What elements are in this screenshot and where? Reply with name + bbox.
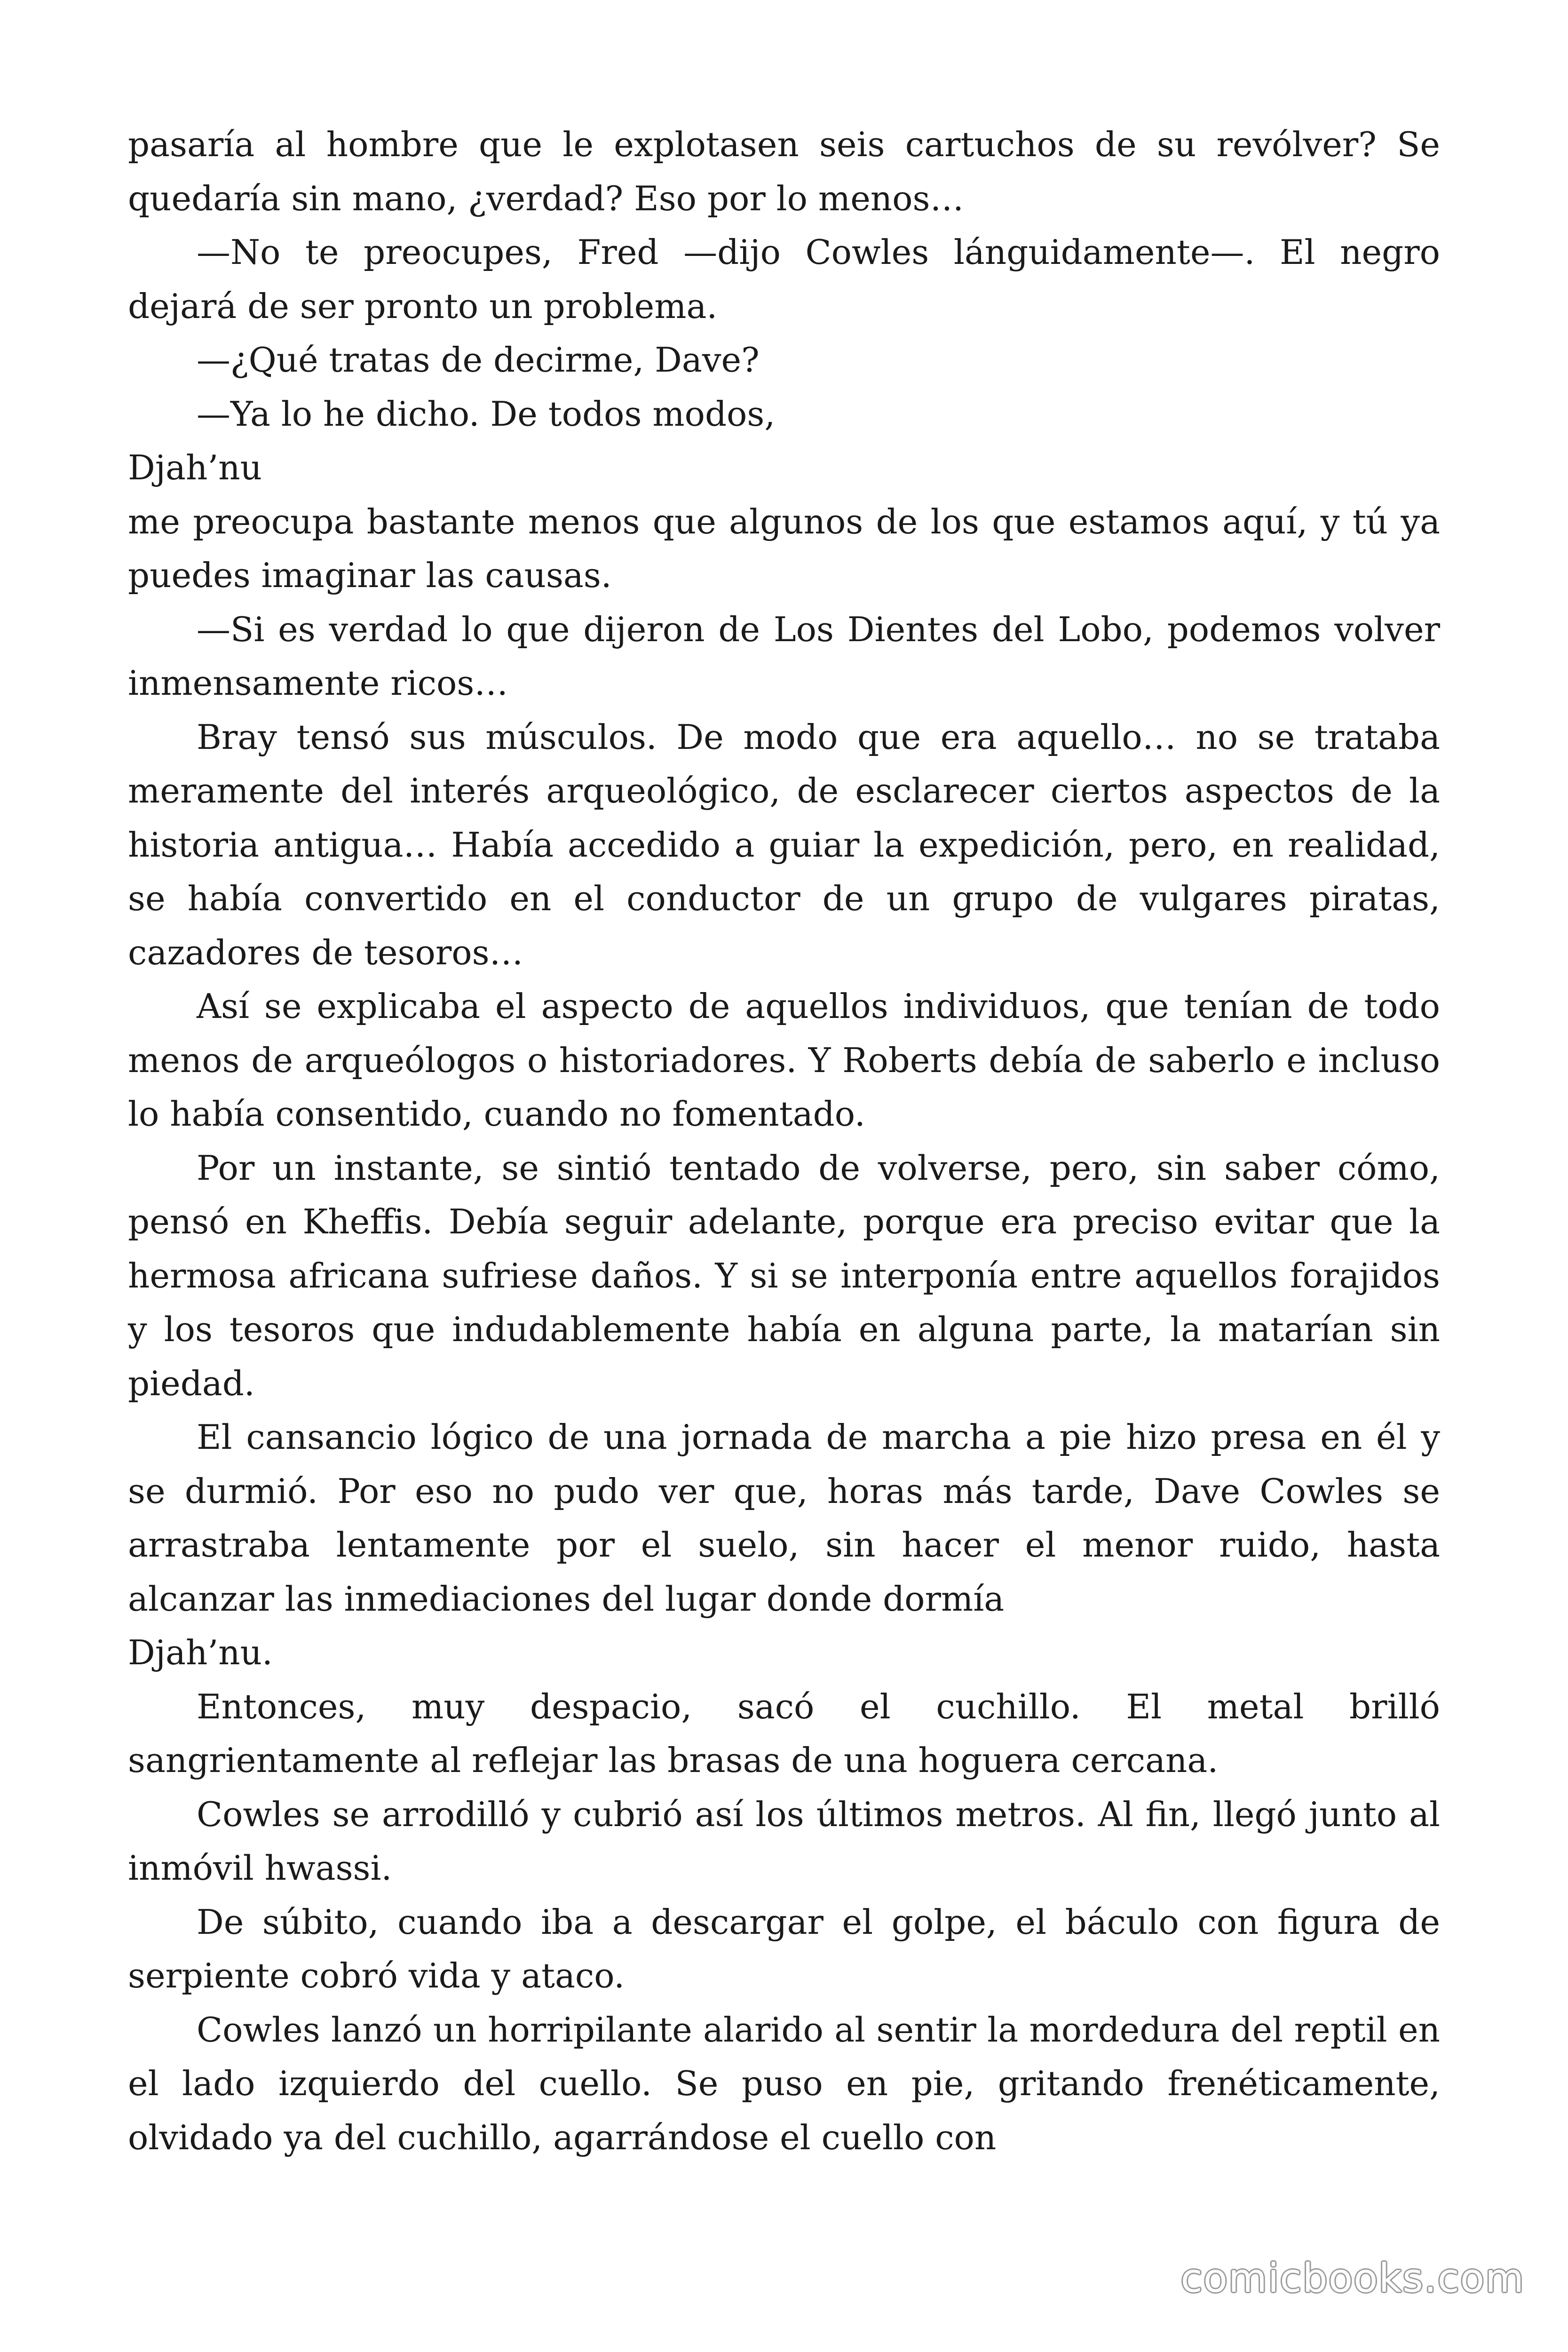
paragraph-dialogue-reply: —Ya lo he dicho. De todos modos, [197, 394, 776, 434]
paragraph-kneel: Cowles se arrodilló y cubrió así los últimos metros. Al fin, llegó junto al inmóvil hwassi. [128, 1794, 1440, 1888]
paragraph-explanation: Así se explicaba el aspecto de aquellos individuos, que tenían de todo menos de arqueólogos o historiadores. Y Roberts debía de saberlo e incluso lo había consentido, cuando no fomentado. [128, 986, 1440, 1134]
paragraph-dialogue-reply-cont: me preocupa bastante menos que algunos de los que estamos aquí, y tú ya puedes imaginar las causas. [128, 501, 1440, 595]
watermark-logo: comicbooks.com [1180, 2255, 1525, 2301]
page-text [128, 118, 1440, 2164]
paragraph-scream: Cowles lanzó un horripilante alarido al sentir la mordedura del reptil en el lado izquierdo del cuello. Se puso en pie, gritando frenéticamente, olvidado ya del cuchillo, agarrándose el cuello con [128, 2010, 1440, 2157]
paragraph-sleep: El cansancio lógico de una jornada de marcha a pie hizo presa en él y se durmió. Por eso no pudo ver que, horas más tarde, Dave Cowles se arrastraba lentamente por el suelo, sin hacer el menor ruido, hasta alcanzar las inmediaciones del lugar donde dormía [128, 1417, 1440, 1619]
paragraph-name-fragment-2: Djah’nu. [128, 1633, 273, 1672]
paragraph-bray: Bray tensó sus músculos. De modo que era aquello… no se trataba meramente del interés arqueológico, de esclarecer ciertos aspectos de la historia antigua… Había accedido a guiar la expedición, pero, en realidad, se había convertido en el conductor de un grupo de vulgares piratas, cazadores de tesoros… [128, 717, 1440, 972]
paragraph-dialogue-cowles: —No te preocupes, Fred —dijo Cowles lánguidamente—. El negro dejará de ser pronto un problema. [128, 232, 1440, 326]
paragraph-name-fragment: Djah’nu [128, 448, 262, 487]
paragraph-serpent: De súbito, cuando iba a descargar el golpe, el báculo con figura de serpiente cobró vida y ataco. [128, 1902, 1440, 1995]
paragraph-knife: Entonces, muy despacio, sacó el cuchillo. El metal brilló sangrientamente al reflejar las brasas de una hoguera cercana. [128, 1686, 1440, 1780]
paragraph-dialogue-question: —¿Qué tratas de decirme, Dave? [197, 340, 760, 380]
paragraph-kheffis: Por un instante, se sintió tentado de volverse, pero, sin saber cómo, pensó en Kheffis. Debía seguir adelante, porque era preciso evitar que la hermosa africana sufriese daños. Y si se interponía entre aquellos forajidos y los tesoros que indudablemente había en alguna parte, la matarían sin piedad. [128, 1148, 1440, 1403]
paragraph-continuation: pasaría al hombre que le explotasen seis cartuchos de su revólver? Se quedaría sin mano, ¿verdad? Eso por lo menos… [128, 125, 1440, 218]
paragraph-dialogue-wolf-teeth: —Si es verdad lo que dijeron de Los Dientes del Lobo, podemos volver inmensamente ricos… [128, 609, 1440, 703]
